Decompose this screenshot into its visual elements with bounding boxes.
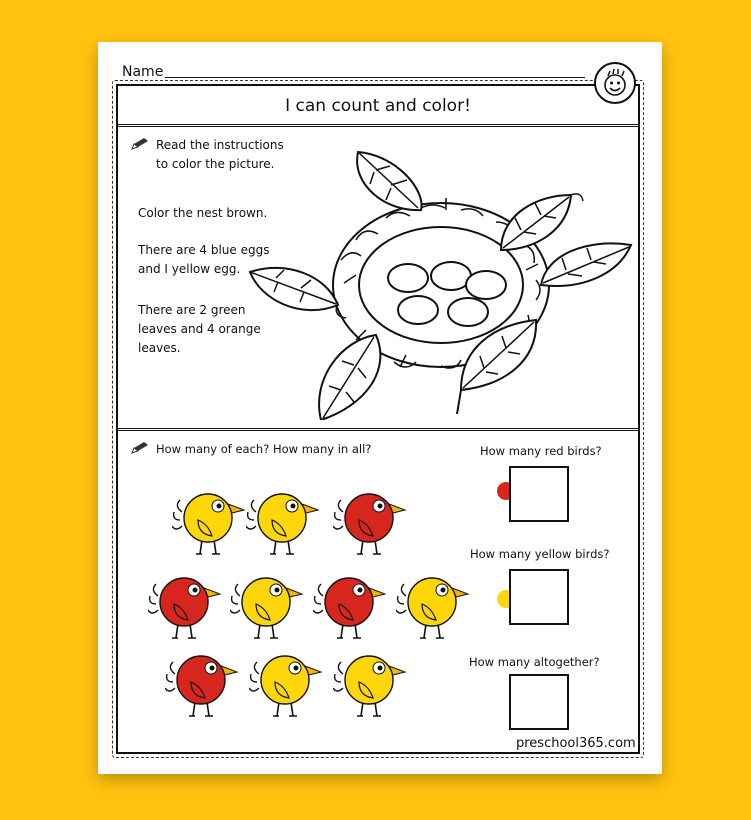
red-bird [165,648,243,718]
red-birds-answer-box[interactable] [509,466,569,522]
total-birds-answer-box[interactable] [509,674,569,730]
instruction-nest: Color the nest brown. [138,206,268,220]
yellow-bird [333,648,411,718]
question-total-birds: How many altogether? [469,655,600,669]
question-red-birds: How many red birds? [480,444,602,458]
instruction-leaves-line2: leaves and 4 orange [138,322,261,336]
yellow-bird [396,570,474,640]
section-divider [118,428,638,431]
yellow-bird [230,570,308,640]
name-write-line [165,77,585,78]
yellow-bird [246,486,324,556]
red-bird [148,570,226,640]
question-yellow-birds: How many yellow birds? [470,547,610,561]
instruction-eggs-line2: and I yellow egg. [138,262,241,276]
name-label: Name [122,64,164,80]
site-footer: preschool365.com [516,736,636,751]
page-title: I can count and color! [118,90,638,127]
instruction-eggs-line1: There are 4 blue eggs [138,243,270,257]
instruction-leaves-line3: leaves. [138,341,181,355]
instruction-leaves-line1: There are 2 green [138,303,246,317]
yellow-birds-answer-box[interactable] [509,569,569,625]
yellow-bird [172,486,250,556]
yellow-bird [249,648,327,718]
red-bird [333,486,411,556]
pencil-icon [130,441,150,455]
pencil-icon [130,137,150,151]
counting-prompt: How many of each? How many in all? [156,442,372,456]
instruction-intro-line2: to color the picture. [156,157,275,171]
red-bird [313,570,391,640]
instruction-intro-line1: Read the instructions [156,138,284,152]
nest-illustration [246,150,636,420]
